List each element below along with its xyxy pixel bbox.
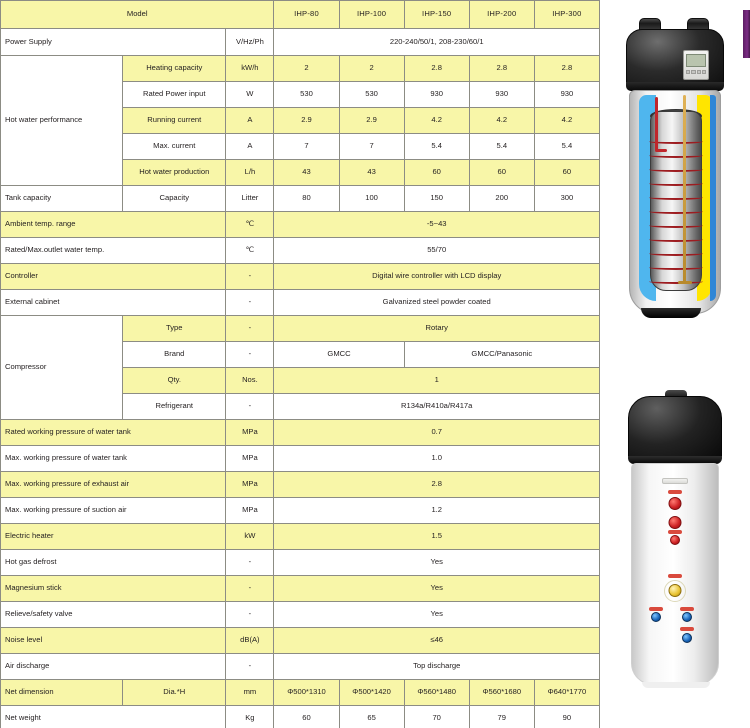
drain-valve-port xyxy=(651,612,661,622)
cell-heating-capacity-ihp-100: 2 xyxy=(339,56,404,82)
table-row-controller xyxy=(1,264,600,290)
tank-exterior-body xyxy=(631,463,719,685)
lcd-button xyxy=(686,70,690,74)
table-row-hot-gas-defrost xyxy=(1,550,600,576)
cell-rated-power-input-ihp-80: 530 xyxy=(274,82,339,108)
row-value-compressor-qty: 1 xyxy=(274,368,600,394)
port-marker xyxy=(668,574,682,578)
row-label-compressor-brand: Brand xyxy=(123,342,226,368)
table-row-rated-working-pressure-water-tank xyxy=(1,420,600,446)
row-value-electric-heater: 1.5 xyxy=(274,524,600,550)
electric-heater-rod-foot xyxy=(655,149,667,152)
port-marker xyxy=(680,607,694,611)
row-label-air-discharge: Air discharge xyxy=(1,654,226,680)
product-image-exterior xyxy=(600,368,750,728)
cell-rated-power-input-ihp-300: 930 xyxy=(534,82,599,108)
cell-compressor-brand-gmcc: GMCC xyxy=(274,342,404,368)
cell-net-weight-ihp-80: 60 xyxy=(274,706,339,728)
table-row-ambient-temp-range xyxy=(1,212,600,238)
lcd-button-row xyxy=(686,70,706,74)
magnesium-anode-stick xyxy=(683,95,686,283)
lcd-screen xyxy=(686,54,706,67)
row-label-noise-level: Noise level xyxy=(1,628,226,654)
row-value-max-working-pressure-exhaust-air: 2.8 xyxy=(274,472,600,498)
table-row-max-working-pressure-exhaust-air xyxy=(1,472,600,498)
row-value-noise-level: ≤46 xyxy=(274,628,600,654)
row-sublabel-net-dimension: Dia.*H xyxy=(123,680,226,706)
row-unit-air-discharge: - xyxy=(226,654,274,680)
heat-pump-water-heater-cutaway-illustration xyxy=(625,18,725,318)
lcd-button xyxy=(691,70,695,74)
table-row-compressor-type xyxy=(1,316,600,342)
row-value-compressor-type: Rotary xyxy=(274,316,600,342)
row-value-max-working-pressure-water-tank: 1.0 xyxy=(274,446,600,472)
cell-rated-power-input-ihp-150: 930 xyxy=(404,82,469,108)
table-row-electric-heater xyxy=(1,524,600,550)
row-label-compressor-type: Type xyxy=(123,316,226,342)
row-value-compressor-refrigerant: R134a/R410a/R417a xyxy=(274,394,600,420)
cell-tank-capacity-ihp-150: 150 xyxy=(404,186,469,212)
row-label-rated-max-outlet-water-temp: Rated/Max.outlet water temp. xyxy=(1,238,226,264)
product-image-cutaway xyxy=(600,0,750,368)
condenser-coil xyxy=(649,181,703,186)
cell-running-current-ihp-200: 4.2 xyxy=(469,108,534,134)
cell-running-current-ihp-300: 4.2 xyxy=(534,108,599,134)
table-row-external-cabinet xyxy=(1,290,600,316)
port-marker xyxy=(668,530,682,534)
cell-tank-capacity-ihp-80: 80 xyxy=(274,186,339,212)
table-header-row xyxy=(1,1,600,29)
table-row-relieve-safety-valve xyxy=(1,602,600,628)
row-unit-noise-level: dB(A) xyxy=(226,628,274,654)
model-column-header-ihp-150: IHP-150 xyxy=(404,1,469,29)
row-label-electric-heater: Electric heater xyxy=(1,524,226,550)
row-label-controller: Controller xyxy=(1,264,226,290)
cell-tank-capacity-ihp-300: 300 xyxy=(534,186,599,212)
cell-hot-water-production-ihp-80: 43 xyxy=(274,160,339,186)
port-marker xyxy=(680,627,694,631)
row-unit-max-working-pressure-exhaust-air: MPa xyxy=(226,472,274,498)
cell-max-current-ihp-100: 7 xyxy=(339,134,404,160)
product-label xyxy=(662,478,688,484)
cell-running-current-ihp-150: 4.2 xyxy=(404,108,469,134)
port-marker xyxy=(668,490,682,494)
table-row-net-dimension xyxy=(1,680,600,706)
row-label-compressor-refrigerant: Refrigerant xyxy=(123,394,226,420)
row-unit-compressor-type: - xyxy=(226,316,274,342)
row-unit-max-working-pressure-suction-air: MPa xyxy=(226,498,274,524)
cell-net-weight-ihp-300: 90 xyxy=(534,706,599,728)
table-row-noise-level xyxy=(1,628,600,654)
cell-heating-capacity-ihp-80: 2 xyxy=(274,56,339,82)
row-label-magnesium-stick: Magnesium stick xyxy=(1,576,226,602)
cell-net-weight-ihp-100: 65 xyxy=(339,706,404,728)
row-label-compressor-qty: Qty. xyxy=(123,368,226,394)
condenser-coil xyxy=(649,265,703,270)
row-unit-rated-power-input: W xyxy=(226,82,274,108)
tank-cutaway-body xyxy=(629,90,721,314)
row-label-heating-capacity: Heating capacity xyxy=(123,56,226,82)
row-unit-max-working-pressure-water-tank: MPa xyxy=(226,446,274,472)
heat-pump-top-module xyxy=(626,29,724,89)
row-label-max-working-pressure-exhaust-air: Max. working pressure of exhaust air xyxy=(1,472,226,498)
row-unit-compressor-qty: Nos. xyxy=(226,368,274,394)
condenser-coil xyxy=(649,209,703,214)
cell-hot-water-production-ihp-200: 60 xyxy=(469,160,534,186)
lcd-controller-panel xyxy=(683,50,709,80)
row-unit-electric-heater: kW xyxy=(226,524,274,550)
row-unit-compressor-brand: - xyxy=(226,342,274,368)
safety-valve-port xyxy=(682,633,692,643)
lcd-button xyxy=(702,70,706,74)
page-edge-sliver xyxy=(743,10,750,58)
cell-max-current-ihp-150: 5.4 xyxy=(404,134,469,160)
table-row-net-weight xyxy=(1,706,600,728)
cell-compressor-brand-gmcc-panasonic: GMCC/Panasonic xyxy=(404,342,599,368)
row-unit-hot-water-production: L/h xyxy=(226,160,274,186)
row-unit-magnesium-stick: - xyxy=(226,576,274,602)
magnesium-anode-access-port xyxy=(669,584,682,597)
row-unit-net-dimension: mm xyxy=(226,680,274,706)
cell-net-dimension-ihp-80: Φ500*1310 xyxy=(274,680,339,706)
cell-net-dimension-ihp-100: Φ500*1420 xyxy=(339,680,404,706)
row-unit-relieve-safety-valve: - xyxy=(226,602,274,628)
row-unit-compressor-refrigerant: - xyxy=(226,394,274,420)
row-group-label-compressor: Compressor xyxy=(1,316,123,420)
row-value-controller: Digital wire controller with LCD display xyxy=(274,264,600,290)
row-value-hot-gas-defrost: Yes xyxy=(274,550,600,576)
row-label-rated-power-input: Rated Power input xyxy=(123,82,226,108)
row-value-power-supply: 220-240/50/1, 208-230/60/1 xyxy=(274,29,600,56)
row-group-label-hot-water-performance: Hot water performance xyxy=(1,56,123,186)
cell-net-dimension-ihp-200: Φ560*1680 xyxy=(469,680,534,706)
model-column-header-ihp-80: IHP-80 xyxy=(274,1,339,29)
exterior-base xyxy=(642,682,710,688)
hot-water-outlet-port xyxy=(669,497,682,510)
heat-pump-top-cover xyxy=(628,396,722,462)
row-unit-controller: - xyxy=(226,264,274,290)
model-header-cell: Model xyxy=(1,1,274,29)
table-row-air-discharge xyxy=(1,654,600,680)
row-label-power-supply: Power Supply xyxy=(1,29,226,56)
cell-tank-capacity-ihp-200: 200 xyxy=(469,186,534,212)
cell-max-current-ihp-200: 5.4 xyxy=(469,134,534,160)
port-marker xyxy=(649,607,663,611)
row-unit-heating-capacity: kW/h xyxy=(226,56,274,82)
row-label-relieve-safety-valve: Relieve/safety valve xyxy=(1,602,226,628)
cold-water-inlet-port xyxy=(682,612,692,622)
row-group-label-tank-capacity: Tank capacity xyxy=(1,186,123,212)
row-unit-external-cabinet: - xyxy=(226,290,274,316)
cell-net-dimension-ihp-300: Φ640*1770 xyxy=(534,680,599,706)
row-label-tank-capacity: Capacity xyxy=(123,186,226,212)
row-label-running-current: Running current xyxy=(123,108,226,134)
row-value-ambient-temp-range: -5~43 xyxy=(274,212,600,238)
condenser-coil xyxy=(649,167,703,172)
model-column-header-ihp-200: IHP-200 xyxy=(469,1,534,29)
cell-max-current-ihp-300: 5.4 xyxy=(534,134,599,160)
row-label-external-cabinet: External cabinet xyxy=(1,290,226,316)
cell-net-dimension-ihp-150: Φ560*1480 xyxy=(404,680,469,706)
table-row-heating-capacity xyxy=(1,56,600,82)
row-value-max-working-pressure-suction-air: 1.2 xyxy=(274,498,600,524)
cell-heating-capacity-ihp-300: 2.8 xyxy=(534,56,599,82)
row-value-rated-max-outlet-water-temp: 55/70 xyxy=(274,238,600,264)
row-unit-rated-max-outlet-water-temp: ℃ xyxy=(226,238,274,264)
cell-heating-capacity-ihp-150: 2.8 xyxy=(404,56,469,82)
condenser-coil xyxy=(649,237,703,242)
model-column-header-ihp-300: IHP-300 xyxy=(534,1,599,29)
tank-base xyxy=(641,308,701,318)
row-value-air-discharge: Top discharge xyxy=(274,654,600,680)
cell-heating-capacity-ihp-200: 2.8 xyxy=(469,56,534,82)
row-label-hot-water-production: Hot water production xyxy=(123,160,226,186)
cell-running-current-ihp-80: 2.9 xyxy=(274,108,339,134)
row-label-max-working-pressure-suction-air: Max. working pressure of suction air xyxy=(1,498,226,524)
heat-pump-water-heater-exterior-illustration xyxy=(627,390,723,690)
condenser-coil xyxy=(649,223,703,228)
cell-rated-power-input-ihp-200: 930 xyxy=(469,82,534,108)
model-column-header-ihp-100: IHP-100 xyxy=(339,1,404,29)
table-row-rated-max-outlet-water-temp xyxy=(1,238,600,264)
cell-tank-capacity-ihp-100: 100 xyxy=(339,186,404,212)
row-unit-hot-gas-defrost: - xyxy=(226,550,274,576)
row-value-magnesium-stick: Yes xyxy=(274,576,600,602)
table-row-power-supply xyxy=(1,29,600,56)
row-unit-ambient-temp-range: ℃ xyxy=(226,212,274,238)
row-label-ambient-temp-range: Ambient temp. range xyxy=(1,212,226,238)
outer-water-layer xyxy=(710,95,716,301)
cell-rated-power-input-ihp-100: 530 xyxy=(339,82,404,108)
cell-hot-water-production-ihp-300: 60 xyxy=(534,160,599,186)
row-label-hot-gas-defrost: Hot gas defrost xyxy=(1,550,226,576)
cell-net-weight-ihp-200: 79 xyxy=(469,706,534,728)
cell-hot-water-production-ihp-150: 60 xyxy=(404,160,469,186)
row-label-max-working-pressure-water-tank: Max. working pressure of water tank xyxy=(1,446,226,472)
row-unit-tank-capacity: Litter xyxy=(226,186,274,212)
row-label-net-dimension: Net dimension xyxy=(1,680,123,706)
row-label-max-current: Max. current xyxy=(123,134,226,160)
table-row-tank-capacity xyxy=(1,186,600,212)
row-value-rated-working-pressure-water-tank: 0.7 xyxy=(274,420,600,446)
row-unit-net-weight: Kg xyxy=(226,706,274,728)
row-unit-rated-working-pressure-water-tank: MPa xyxy=(226,420,274,446)
row-unit-max-current: A xyxy=(226,134,274,160)
cell-hot-water-production-ihp-100: 43 xyxy=(339,160,404,186)
table-row-magnesium-stick xyxy=(1,576,600,602)
cell-net-weight-ihp-150: 70 xyxy=(404,706,469,728)
row-label-net-weight: Net weight xyxy=(1,706,226,728)
auxiliary-hot-port xyxy=(670,535,680,545)
magnesium-anode-foot xyxy=(678,281,692,284)
cell-running-current-ihp-100: 2.9 xyxy=(339,108,404,134)
row-value-relieve-safety-valve: Yes xyxy=(274,602,600,628)
row-label-rated-working-pressure-water-tank: Rated working pressure of water tank xyxy=(1,420,226,446)
condenser-coil xyxy=(649,279,703,284)
lcd-button xyxy=(697,70,701,74)
cell-max-current-ihp-80: 7 xyxy=(274,134,339,160)
electric-heater-rod xyxy=(655,97,658,151)
product-image-panel xyxy=(600,0,750,728)
hot-water-recirculation-port xyxy=(669,516,682,529)
table-row-max-working-pressure-suction-air xyxy=(1,498,600,524)
row-unit-running-current: A xyxy=(226,108,274,134)
table-row-max-working-pressure-water-tank xyxy=(1,446,600,472)
condenser-coil xyxy=(649,153,703,158)
condenser-coil xyxy=(649,195,703,200)
row-unit-power-supply: V/Hz/Ph xyxy=(226,29,274,56)
condenser-coil xyxy=(649,251,703,256)
row-value-external-cabinet: Galvanized steel powder coated xyxy=(274,290,600,316)
